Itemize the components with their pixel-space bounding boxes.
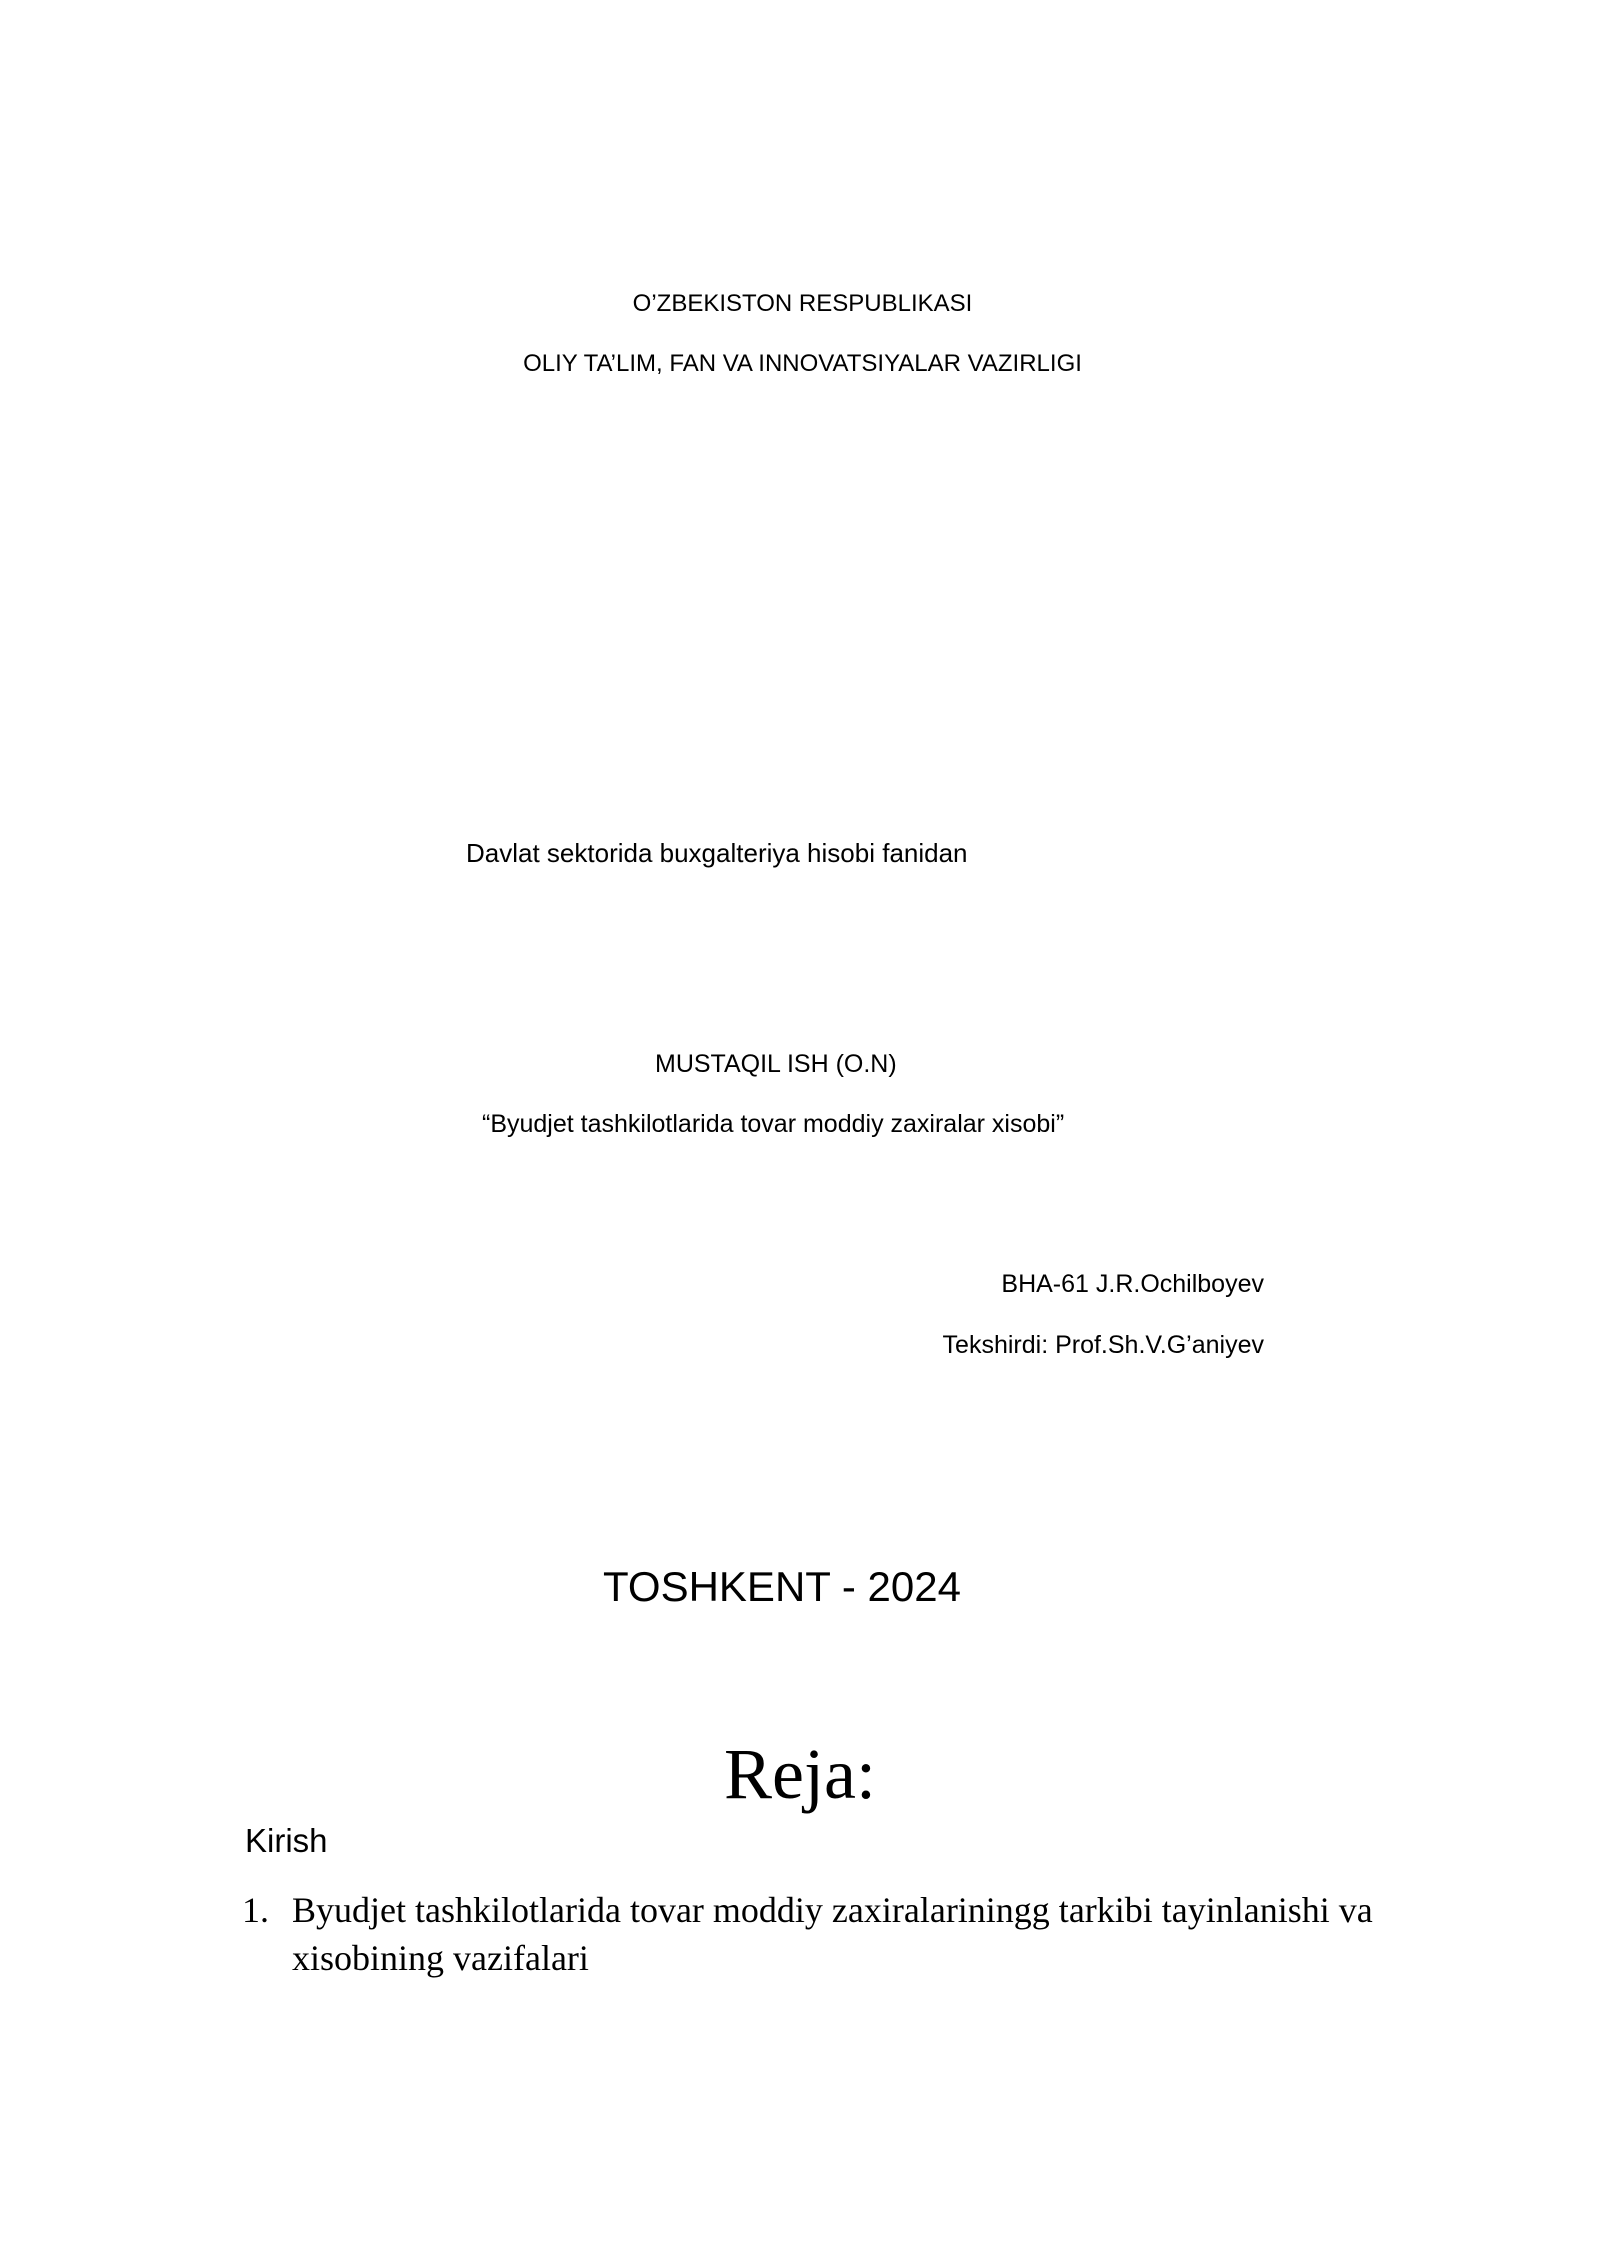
work-topic: “Byudjet tashkilotlarida tovar moddiy zaxiralar xisobi” xyxy=(482,1110,1065,1138)
author-line: BHA-61 J.R.Ochilboyev xyxy=(1001,1270,1264,1298)
checked-by-line: Tekshirdi: Prof.Sh.V.G’aniyev xyxy=(942,1331,1264,1359)
work-type: MUSTAQIL ISH (O.N) xyxy=(655,1050,897,1078)
plan-item-number: 1. xyxy=(242,1890,269,1930)
city-year: TOSHKENT - 2024 xyxy=(603,1563,961,1610)
plan-item-text: Byudjet tashkilotlarida tovar moddiy zaxiralariningg tarkibi tayinlanishi va xisobining vazifalari xyxy=(292,1890,1373,1978)
plan-list xyxy=(242,1886,1412,1982)
ministry-heading: OLIY TA’LIM, FAN VA INNOVATSIYALAR VAZIRLIGI xyxy=(523,350,1082,377)
country-heading: O’ZBEKISTON RESPUBLIKASI xyxy=(632,290,973,317)
subject-line: Davlat sektorida buxgalteriya hisobi fanidan xyxy=(466,838,968,868)
plan-title: Reja: xyxy=(724,1734,876,1814)
plan-item xyxy=(242,1886,1412,1982)
plan-intro: Kirish xyxy=(245,1822,328,1859)
